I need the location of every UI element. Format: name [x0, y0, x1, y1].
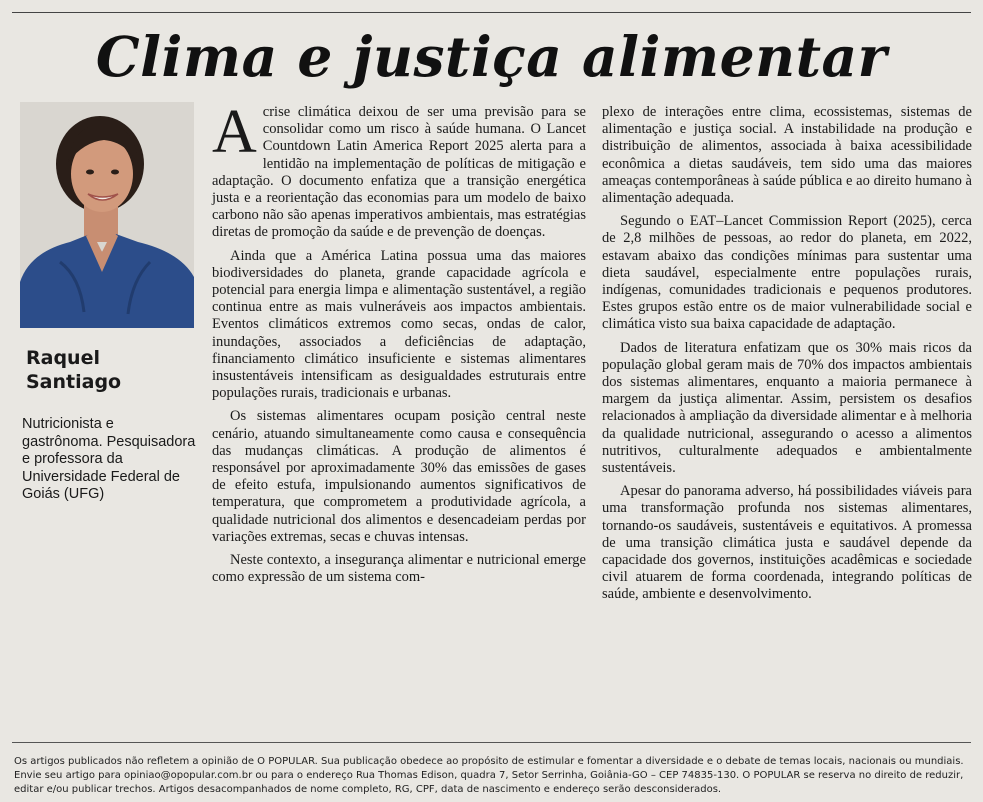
headline: Clima e justiça alimentar	[95, 24, 888, 89]
article-column-2	[602, 104, 972, 610]
article-paragraph: Apesar do panorama adverso, há possibilidades viáveis para uma transformação profunda nos sistemas alimentares, tornando-os saudáveis, sustentáveis e equitativos. A promessa de uma transição climática justa e saudável depende da capacidade dos governos, instituições acadêmicas e sociedade civil atuarem de forma coordenada, integrando políticas de saúde, ambiente e desenvolvimento.	[602, 483, 972, 603]
article-paragraph: Segundo o EAT–Lancet Commission Report (2025), cerca de 2,8 milhões de pessoas, ao redor do planeta, em 2022, estavam abaixo das condições mínimas para sustentar uma dieta saudável, especialmente entre populações rurais, indígenas, comunidades tradicionais e pequenos produtores. Estes grupos estão entre os de maior vulnerabilidade social e climática visto sua baixa capacidade de adaptação.	[602, 213, 972, 333]
bottom-rule	[12, 742, 971, 743]
author-first-name: Raquel	[26, 347, 100, 369]
author-portrait-illustration	[20, 102, 194, 328]
editorial-disclaimer: Os artigos publicados não refletem a opinião de O POPULAR. Sua publicação obedece ao propósito de estimular e fomentar a diversidade e o debate de temas locais, nacionais ou mundiais. Envie seu artigo para opiniao@opopular.com.br ou para o endereço Rua Thomas Edison, quadra 7, Setor Serrinha, Goiânia-GO – CEP 74835-130. O POPULAR se reserva no direito de reduzir, editar e/ou publicar trechos. Artigos desacompanhados de nome completo, RG, CPF, data de nascimento e endereço serão desconsiderados.	[14, 756, 964, 795]
drop-cap: A	[212, 98, 257, 166]
article-paragraph: Acrise climática deixou de ser uma previsão para se consolidar como um risco à saúde humana. O Lancet Countdown Latin America Report 2025 alerta para a lentidão na implementação de políticas de mitigação e adaptação. O documento enfatiza que a transição energética justa e a reorientação das economias para um modelo de baixo carbono não são apenas imperativos ambientais, mas estratégias diretas de promoção da saúde e de prevenção de doenças.	[212, 98, 586, 241]
article-paragraph: Os sistemas alimentares ocupam posição central neste cenário, atuando simultaneamente como causa e consequência das mudanças climáticas. A produção de alimentos é responsável por aproximadamente 30% das emissões de gases de efeito estufa, impulsionando aumentos significativos de temperatura, que comprometem a produtividade agrícola, a qualidade nutricional dos alimentos e desencadeiam perdas por variações extremas, secas e chuvas intensas.	[212, 408, 586, 545]
article-paragraph: Dados de literatura enfatizam que os 30% mais ricos da população global geram mais de 70% dos impactos ambientais dos sistemas alimentares, enquanto a maioria permanece à margem da justiça alimentar. Assim, persistem os desafios relacionados à ampliação da diversidade alimentar e à melhoria da qualidade nutricional, assegurando o acesso a alimentos nutritivos, culturalmente adequados e ambientalmente sustentáveis.	[602, 339, 972, 477]
article-paragraph: Ainda que a América Latina possua uma das maiores biodiversidades do planeta, grande capacidade agrícola e potencial para energia limpa e alimentação sustentável, a região continua entre as mais vulneráveis aos impactos ambientais. Eventos climáticos extremos como secas, ondas de calor, inundações, associados a deficiências de adaptação, financiamento climático insuficiente e sistemas alimentares insustentáveis intensificam as desigualdades estruturais entre populações rurais, tradicionais e urbanas.	[212, 247, 586, 402]
author-bio: Nutricionista e gastrônoma. Pesquisadora e professora da Universidade Federal de Goiás (UFG)	[22, 416, 196, 502]
author-photo	[20, 102, 194, 328]
top-rule	[12, 12, 971, 13]
article-paragraph: Neste contexto, a insegurança alimentar e nutricional emerge como expressão de um sistema com-	[212, 552, 586, 586]
article-paragraph: plexo de interações entre clima, ecossistemas, sistemas de alimentação e justiça social. A instabilidade na produção e distribuição de alimentos, associada à baixa acessibilidade econômica a dietas saudáveis, tem sido uma das maiores ameaças contemporâneas à saúde pública e ao direito humano à alimentação adequada.	[602, 104, 972, 207]
article-column-1	[212, 98, 586, 592]
author-last-name: Santiago	[26, 371, 122, 393]
author-name	[26, 346, 206, 394]
